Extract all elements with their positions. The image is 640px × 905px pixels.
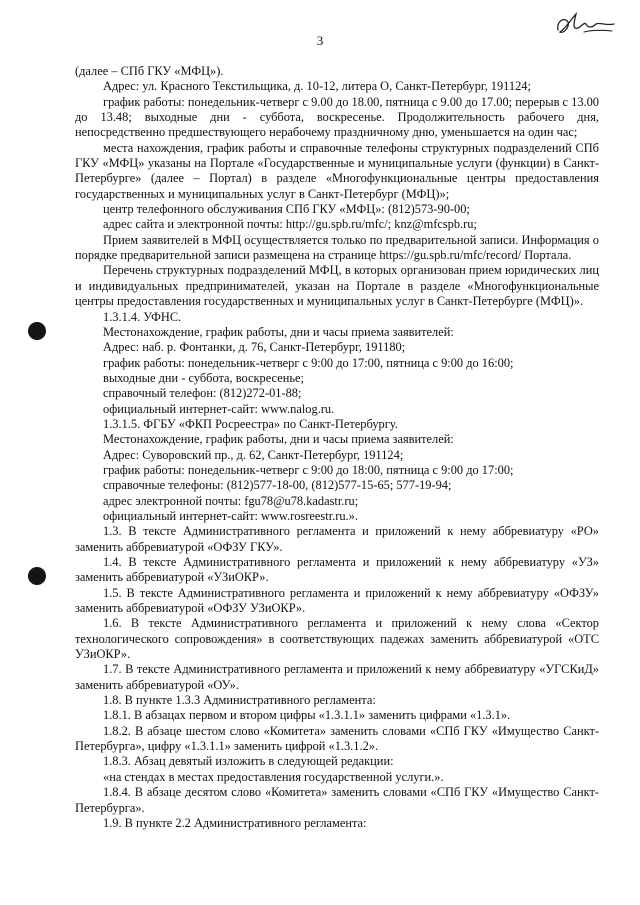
paragraph: график работы: понедельник-четверг с 9:00 до 18:00, пятница с 9:00 до 17:00; bbox=[103, 462, 514, 477]
paragraph: Прием заявителей в МФЦ осуществляется только по предварительной записи. Информация о порядке предварительной записи размещена на странице https://gu.spb.ru/mfc/record/ Портала. bbox=[75, 232, 599, 263]
paragraph: 1.3. В тексте Административного регламента и приложений к нему аббревиатуру «РО» заменить аббревиатурой «ОФЗУ ГКУ». bbox=[75, 524, 599, 554]
paragraph: 1.9. В пункте 2.2 Административного регламента: bbox=[103, 815, 367, 830]
paragraph: 1.4. В тексте Административного регламента и приложений к нему аббревиатуру «УЗ» заменить аббревиатурой «УЗиОКР». bbox=[75, 555, 599, 585]
paragraph: 1.8.3. Абзац девятый изложить в следующей редакции: bbox=[103, 754, 394, 769]
paragraph: Местонахождение, график работы, дни и часы приема заявителей: bbox=[103, 432, 454, 447]
paragraph: справочный телефон: (812)272-01-88; bbox=[103, 386, 302, 401]
punch-hole-mark bbox=[28, 322, 46, 340]
paragraph: места нахождения, график работы и справочные телефоны структурных подразделений СПб ГКУ «МФЦ» указаны на Портале «Государственные и муниципальные услуги (функции) в Санкт-Петербурге» (далее – Портал) в разделе «Многофункциональные центры предоставления государственных и муниципальных услуг в Санкт-Петербург (МФЦ)»; bbox=[75, 140, 599, 201]
paragraph: 1.8.1. В абзацах первом и втором цифры «1.3.1.1» заменить цифрами «1.3.1». bbox=[103, 708, 511, 723]
paragraph: 1.8.4. В абзаце десятом слово «Комитета» заменить словами «СПб ГКУ «Имущество Санкт-Петербурга». bbox=[75, 785, 599, 815]
paragraph: 1.8.2. В абзаце шестом слово «Комитета» заменить словами «СПб ГКУ «Имущество Санкт-Петербурга», цифру «1.3.1.1» заменить цифрой «1.3.1.2». bbox=[75, 723, 599, 754]
paragraph: Перечень структурных подразделений МФЦ, в которых организован прием юридических лиц и индивидуальных предпринимателей, указан на Портале в разделе «Многофункциональные центры предоставления государственных и муниципальных услуг в Санкт-Петербурге (МФЦ)». bbox=[75, 263, 599, 309]
paragraph: центр телефонного обслуживания СПб ГКУ «МФЦ»: (812)573-90-00; bbox=[103, 202, 470, 217]
paragraph: адрес электронной почты: fgu78@u78.kadastr.ru; bbox=[103, 493, 359, 508]
paragraph: 1.3.1.5. ФГБУ «ФКП Росреестра» по Санкт-Петербургу. bbox=[103, 416, 398, 431]
paragraph: 1.5. В тексте Административного регламента и приложений к нему аббревиатуру «ОФЗУ» заменить аббревиатурой «ОФЗУ УЗиОКР». bbox=[75, 585, 599, 616]
paragraph: адрес сайта и электронной почты: http://gu.spb.ru/mfc/; knz@mfcspb.ru; bbox=[103, 217, 477, 232]
paragraph: официальный интернет-сайт: www.nalog.ru. bbox=[103, 401, 335, 416]
page-number: 3 bbox=[316, 33, 324, 48]
punch-hole-mark bbox=[28, 567, 46, 585]
paragraph: 1.3.1.4. УФНС. bbox=[103, 309, 182, 324]
paragraph: Адрес: Суворовский пр., д. 62, Санкт-Петербург, 191124; bbox=[103, 447, 404, 462]
paragraph: Адрес: наб. р. Фонтанки, д. 76, Санкт-Петербург, 191180; bbox=[103, 340, 406, 355]
paragraph: 1.8. В пункте 1.3.3 Административного регламента: bbox=[103, 693, 376, 708]
paragraph: справочные телефоны: (812)577-18-00, (812)577-15-65; 577-19-94; bbox=[103, 478, 452, 493]
paragraph: Местонахождение, график работы, дни и часы приема заявителей: bbox=[103, 324, 454, 339]
paragraph: выходные дни - суббота, воскресенье; bbox=[103, 370, 304, 385]
paragraph: 1.7. В тексте Административного регламента и приложений к нему аббревиатуру «УГСКиД» заменить аббревиатурой «ОУ». bbox=[75, 662, 599, 692]
paragraph: график работы: понедельник-четверг с 9.00 до 18.00, пятница с 9.00 до 17.00; перерыв с 13.00 до 13.48; выходные дни - суббота, воскресенье. Продолжительность рабочего дня, непосредственно предшествующего нерабочему праздничному дню, уменьшается на один час; bbox=[75, 94, 599, 140]
paragraph: график работы: понедельник-четверг с 9:00 до 17:00, пятница с 9:00 до 16:00; bbox=[103, 355, 514, 370]
paragraph: 1.6. В тексте Административного регламента и приложений к нему слова «Сектор технологического сопровождения» в соответствующих падежах заменить аббревиатурой «ОТС УЗиОКР». bbox=[75, 616, 599, 662]
document-body bbox=[75, 64, 599, 831]
signature-mark bbox=[550, 8, 620, 40]
paragraph: официальный интернет-сайт: www.rosreestr.ru.». bbox=[103, 508, 358, 523]
paragraph: Адрес: ул. Красного Текстильщика, д. 10-12, литера О, Санкт-Петербург, 191124; bbox=[103, 79, 531, 94]
paragraph: (далее – СПб ГКУ «МФЦ»). bbox=[75, 64, 224, 78]
paragraph: «на стендах в местах предоставления государственной услуги.». bbox=[103, 769, 444, 784]
